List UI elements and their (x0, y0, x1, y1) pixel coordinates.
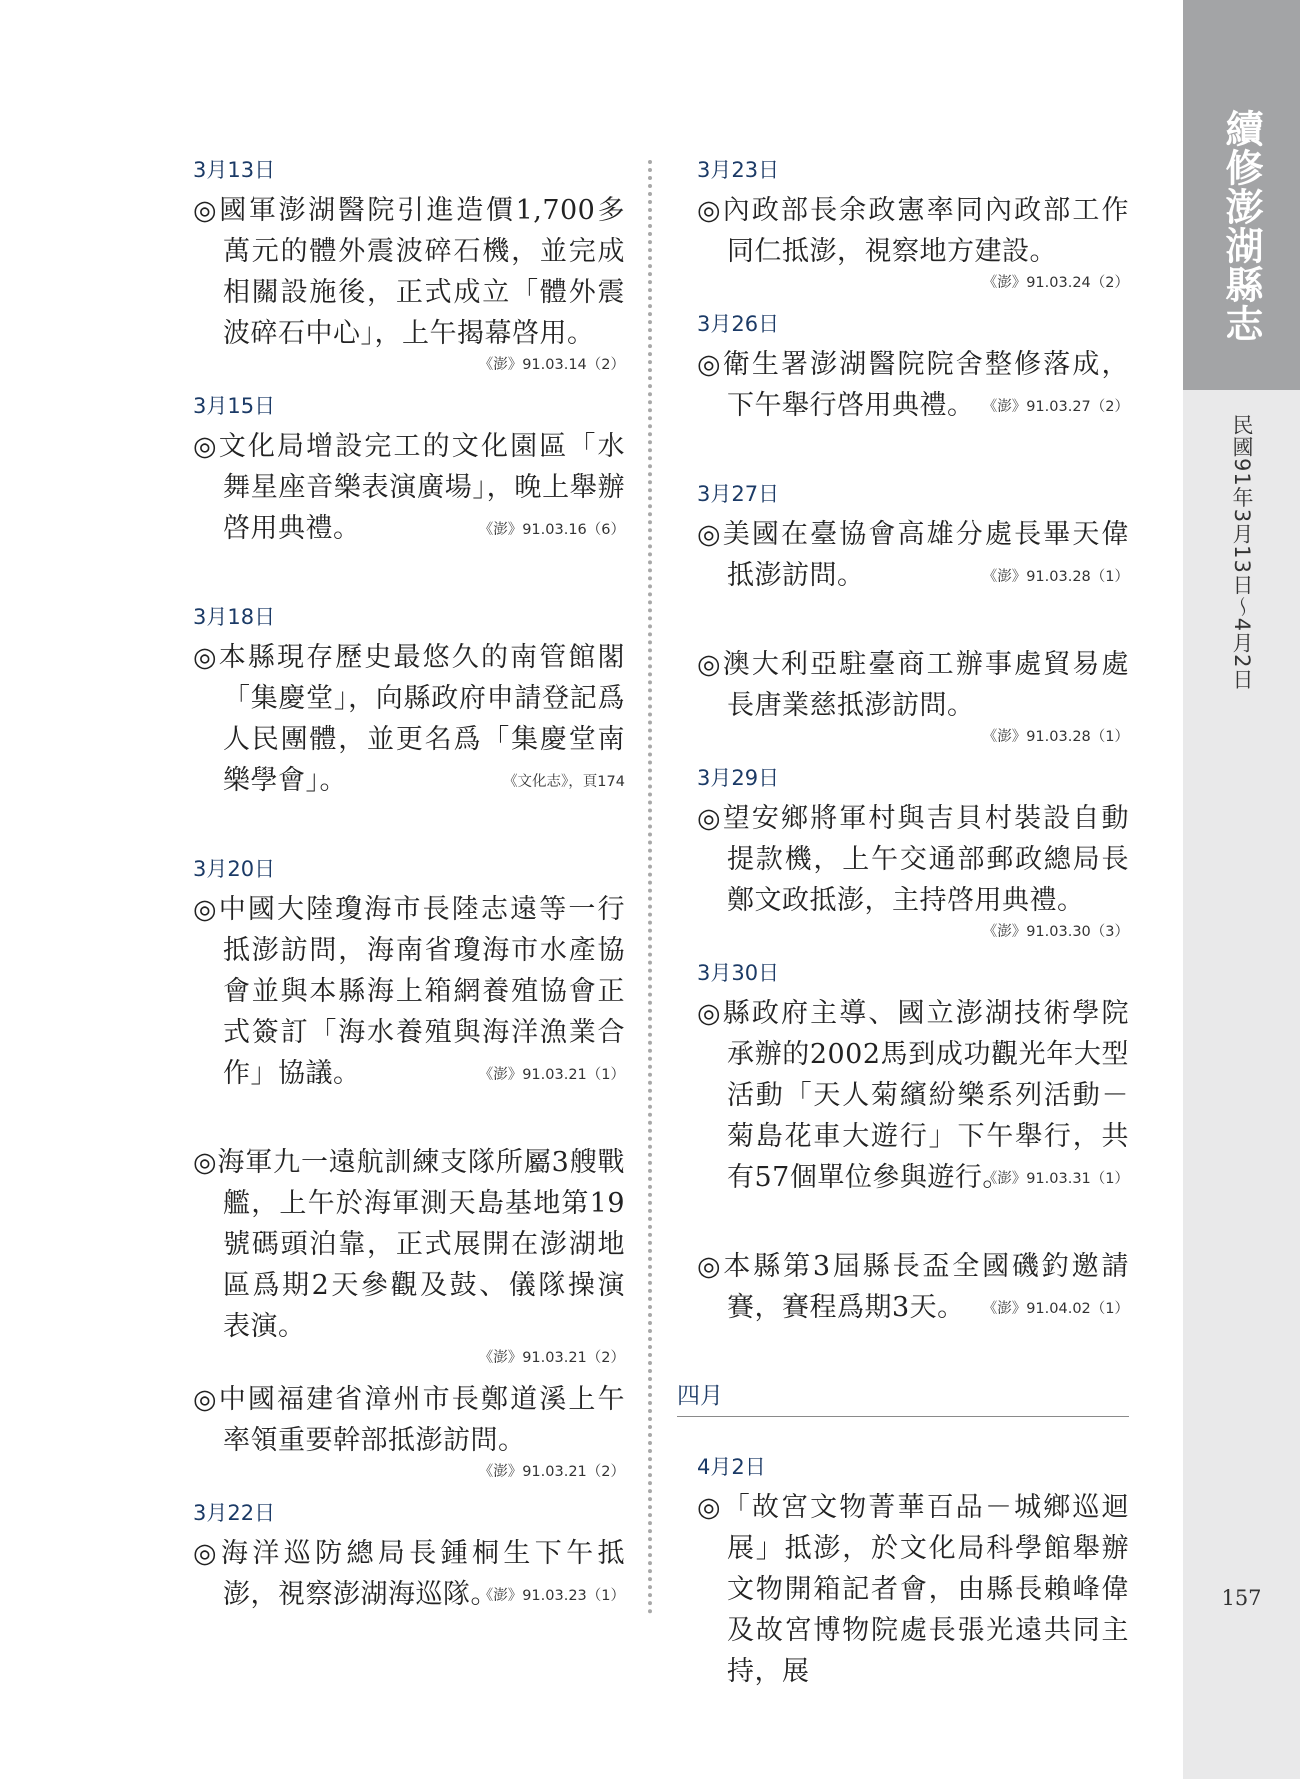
event-entry (697, 344, 1129, 426)
entry-date: 3月18日 (193, 605, 276, 629)
entry-date: 3月20日 (193, 857, 276, 881)
entry-date: 3月29日 (697, 766, 780, 790)
event-entry (697, 190, 1129, 294)
event-text: ◎內政部長余政憲率同內政部工作同仁抵澎，視察地方建設。 (697, 195, 1129, 267)
entry-date: 3月23日 (697, 158, 780, 182)
event-entry (193, 1379, 625, 1483)
event-source: 《澎》91.04.02（1） (982, 1301, 1129, 1317)
date-range: 民國91年3月13日～4月2日 (1230, 413, 1254, 691)
event-text: ◎國軍澎湖醫院引進造價1,700多萬元的體外震波碎石機，並完成相關設施後，正式成立「體外震波碎石中心」，上午揭幕啓用。 (193, 195, 625, 349)
entry-date: 3月22日 (193, 1501, 276, 1525)
right-column (677, 150, 1129, 1692)
event-source: 《澎》91.03.16（6） (478, 522, 625, 538)
event-entry (697, 1487, 1129, 1692)
event-source: 《澎》91.03.28（1） (982, 569, 1129, 585)
event-source: 《澎》91.03.27（2） (982, 399, 1129, 415)
entry-date: 4月2日 (697, 1455, 766, 1479)
entry-date: 3月27日 (697, 482, 780, 506)
event-text: ◎衛生署澎湖醫院院舍整修落成，下午舉行啓用典禮。 (697, 349, 1129, 421)
book-title: 續修澎湖縣志 (1219, 109, 1264, 343)
event-entry (193, 889, 625, 1094)
event-text: ◎中國福建省漳州市長鄭道溪上午率領重要幹部抵澎訪問。 (193, 1384, 625, 1456)
event-text: ◎海軍九一遠航訓練支隊所屬3艘戰艦，上午於海軍測天島基地第19號碼頭泊靠，正式展開在澎湖地區爲期2天參觀及鼓、儀隊操演表演。 (193, 1147, 625, 1342)
event-text: ◎本縣第3屆縣長盃全國磯釣邀請賽，賽程爲期3天。 (697, 1251, 1129, 1323)
event-source: 《文化志》，頁174 (503, 774, 625, 790)
event-text: ◎「故宮文物菁華百品－城鄉巡迴展」抵澎，於文化局科學館舉辦文物開箱記者會，由縣長賴峰偉及故宮博物院處長張光遠共同主持，展 (697, 1492, 1129, 1687)
event-source: 《澎》91.03.28（1） (982, 729, 1129, 745)
event-entry (697, 993, 1129, 1198)
event-entry (697, 514, 1129, 596)
event-source: 《澎》91.03.21（2） (478, 1350, 625, 1366)
entry-date: 3月13日 (193, 158, 276, 182)
sidebar-title-block (1102, 0, 1300, 390)
event-text: ◎海洋巡防總局長鍾桐生下午抵澎，視察澎湖海巡隊。 (193, 1538, 625, 1610)
entry-date: 3月26日 (697, 312, 780, 336)
event-source: 《澎》91.03.24（2） (982, 275, 1129, 291)
event-text: ◎美國在臺協會高雄分處長畢天偉抵澎訪問。 (697, 519, 1129, 591)
page-number: 157 (1221, 1586, 1262, 1610)
event-source: 《澎》91.03.21（2） (478, 1464, 625, 1480)
event-text: ◎澳大利亞駐臺商工辦事處貿易處長唐業慈抵澎訪問。 (697, 649, 1129, 721)
event-entry (697, 644, 1129, 748)
page-sidebar (1102, 0, 1300, 1779)
event-text: ◎中國大陸瓊海市長陸志遠等一行抵澎訪問，海南省瓊海市水產協會並與本縣海上箱網養殖協會正式簽訂「海水養殖與海洋漁業合作」協議。 (193, 894, 625, 1089)
event-entry (697, 1246, 1129, 1328)
event-entry (193, 1533, 625, 1615)
entry-date: 3月30日 (697, 961, 780, 985)
event-text: ◎文化局增設完工的文化園區「水舞星座音樂表演廣場」，晚上舉辦啓用典禮。 (193, 431, 625, 544)
event-source: 《澎》91.03.31（1） (982, 1171, 1129, 1187)
event-entry (193, 1142, 625, 1369)
event-entry (193, 637, 625, 801)
event-entry (193, 190, 625, 376)
event-text: ◎本縣現存歷史最悠久的南管館閣「集慶堂」，向縣政府申請登記爲人民團體，並更名爲「集慶堂南樂學會」。 (193, 642, 625, 796)
section-title: 大事記 (1102, 178, 1147, 296)
event-source: 《澎》91.03.30（3） (982, 924, 1129, 940)
running-title (1102, 92, 1300, 382)
left-column (193, 150, 625, 1615)
entry-date: 3月15日 (193, 394, 276, 418)
event-text: ◎縣政府主導、國立澎湖技術學院承辦的2002馬到成功觀光年大型活動「天人菊繽紛樂系列活動－菊島花車大遊行」下午舉行，共有57個單位參與遊行。 (697, 998, 1129, 1193)
event-source: 《澎》91.03.14（2） (478, 357, 625, 373)
event-source: 《澎》91.03.21（1） (478, 1067, 625, 1083)
event-entry (697, 798, 1129, 943)
event-entry (193, 426, 625, 549)
event-source: 《澎》91.03.23（1） (478, 1588, 625, 1604)
column-divider (648, 160, 652, 1615)
month-header: 四月 (677, 1376, 1129, 1417)
event-text: ◎望安鄉將軍村與吉貝村裝設自動提款機，上午交通部郵政總局長鄭文政抵澎，主持啓用典禮。 (697, 803, 1129, 916)
